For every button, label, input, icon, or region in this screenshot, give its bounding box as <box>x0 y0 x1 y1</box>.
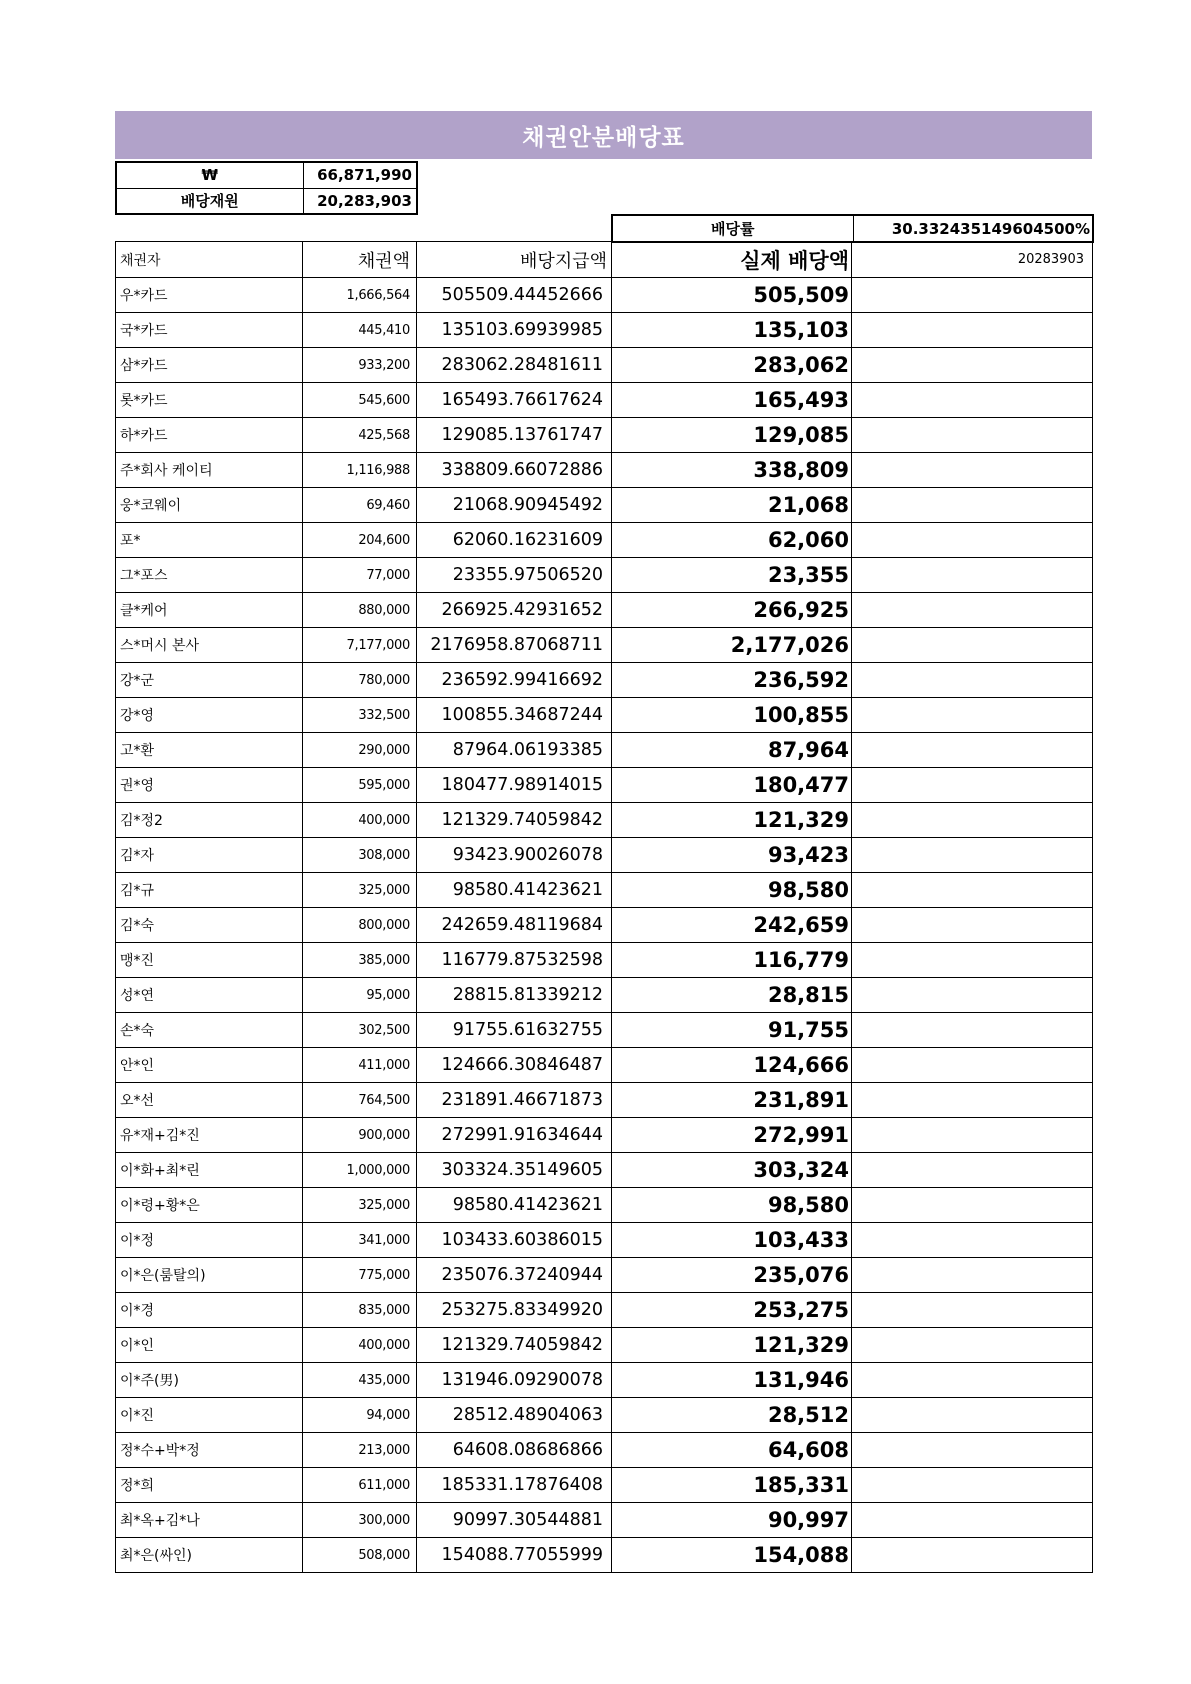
empty-cell <box>852 1048 1093 1083</box>
claim-amount: 325,000 <box>303 873 417 908</box>
empty-cell <box>852 558 1093 593</box>
claim-amount: 780,000 <box>303 663 417 698</box>
empty-cell <box>852 313 1093 348</box>
creditor-name: 그*포스 <box>116 558 303 593</box>
payout-amount: 253275.83349920 <box>417 1293 612 1328</box>
claim-amount: 385,000 <box>303 943 417 978</box>
creditor-name: 주*회사 케이티 <box>116 453 303 488</box>
empty-cell <box>852 1433 1093 1468</box>
empty-cell <box>852 1538 1093 1573</box>
claim-amount: 94,000 <box>303 1398 417 1433</box>
empty-cell <box>852 1258 1093 1293</box>
payout-amount: 129085.13761747 <box>417 418 612 453</box>
summary-table <box>115 161 418 215</box>
creditor-name: 롯*카드 <box>116 383 303 418</box>
actual-amount: 303,324 <box>612 1153 852 1188</box>
creditor-name: 이*진 <box>116 1398 303 1433</box>
empty-cell <box>852 803 1093 838</box>
table-row <box>116 1538 1093 1573</box>
empty-cell <box>852 698 1093 733</box>
empty-cell <box>852 1363 1093 1398</box>
actual-amount: 266,925 <box>612 593 852 628</box>
creditor-name: 이*인 <box>116 1328 303 1363</box>
rate-table <box>611 214 1094 243</box>
actual-amount: 2,177,026 <box>612 628 852 663</box>
table-row <box>116 1153 1093 1188</box>
claim-amount: 595,000 <box>303 768 417 803</box>
payout-amount: 266925.42931652 <box>417 593 612 628</box>
creditor-name: 하*카드 <box>116 418 303 453</box>
actual-amount: 98,580 <box>612 1188 852 1223</box>
payout-amount: 28815.81339212 <box>417 978 612 1013</box>
creditor-name: 맹*진 <box>116 943 303 978</box>
page-title: 채권안분배당표 <box>115 111 1092 159</box>
header-creditor: 채권자 <box>116 242 303 278</box>
empty-cell <box>852 1293 1093 1328</box>
actual-amount: 116,779 <box>612 943 852 978</box>
table-row <box>116 418 1093 453</box>
payout-amount: 23355.97506520 <box>417 558 612 593</box>
empty-cell <box>852 733 1093 768</box>
actual-amount: 129,085 <box>612 418 852 453</box>
table-row <box>116 313 1093 348</box>
table-row <box>116 1468 1093 1503</box>
table-row <box>116 593 1093 628</box>
table-row <box>116 278 1093 313</box>
payout-amount: 185331.17876408 <box>417 1468 612 1503</box>
payout-amount: 121329.74059842 <box>417 1328 612 1363</box>
creditor-name: 유*재+김*진 <box>116 1118 303 1153</box>
payout-amount: 283062.28481611 <box>417 348 612 383</box>
creditor-name: 이*은(룸탈의) <box>116 1258 303 1293</box>
payout-amount: 131946.09290078 <box>417 1363 612 1398</box>
actual-amount: 180,477 <box>612 768 852 803</box>
fund-value: 20,283,903 <box>303 188 417 214</box>
empty-cell <box>852 873 1093 908</box>
actual-amount: 124,666 <box>612 1048 852 1083</box>
claim-amount: 545,600 <box>303 383 417 418</box>
creditor-name: 이*경 <box>116 1293 303 1328</box>
table-row <box>116 1188 1093 1223</box>
currency-label: ₩ <box>116 162 303 188</box>
claim-amount: 1,000,000 <box>303 1153 417 1188</box>
claim-amount: 775,000 <box>303 1258 417 1293</box>
claim-amount: 400,000 <box>303 803 417 838</box>
empty-cell <box>852 663 1093 698</box>
table-row <box>116 1398 1093 1433</box>
table-row <box>116 768 1093 803</box>
actual-amount: 242,659 <box>612 908 852 943</box>
claim-amount: 611,000 <box>303 1468 417 1503</box>
rate-row <box>612 215 1093 242</box>
empty-cell <box>852 978 1093 1013</box>
claim-amount: 933,200 <box>303 348 417 383</box>
claim-amount: 300,000 <box>303 1503 417 1538</box>
empty-cell <box>852 453 1093 488</box>
empty-cell <box>852 1503 1093 1538</box>
summary-row-currency <box>116 162 417 188</box>
claim-amount: 95,000 <box>303 978 417 1013</box>
empty-cell <box>852 1328 1093 1363</box>
fund-label: 배당재원 <box>116 188 303 214</box>
header-payout: 배당지급액 <box>417 242 612 278</box>
table-row <box>116 453 1093 488</box>
payout-amount: 100855.34687244 <box>417 698 612 733</box>
payout-amount: 87964.06193385 <box>417 733 612 768</box>
table-row <box>116 1503 1093 1538</box>
claim-amount: 213,000 <box>303 1433 417 1468</box>
actual-amount: 121,329 <box>612 803 852 838</box>
payout-amount: 64608.08686866 <box>417 1433 612 1468</box>
claim-amount: 435,000 <box>303 1363 417 1398</box>
table-row <box>116 348 1093 383</box>
actual-amount: 231,891 <box>612 1083 852 1118</box>
actual-amount: 100,855 <box>612 698 852 733</box>
actual-amount: 28,512 <box>612 1398 852 1433</box>
table-row <box>116 488 1093 523</box>
currency-value: 66,871,990 <box>303 162 417 188</box>
claim-amount: 835,000 <box>303 1293 417 1328</box>
creditor-name: 이*화+최*린 <box>116 1153 303 1188</box>
actual-amount: 236,592 <box>612 663 852 698</box>
creditor-name: 김*자 <box>116 838 303 873</box>
payout-amount: 303324.35149605 <box>417 1153 612 1188</box>
claim-amount: 308,000 <box>303 838 417 873</box>
actual-amount: 283,062 <box>612 348 852 383</box>
claim-amount: 900,000 <box>303 1118 417 1153</box>
actual-amount: 91,755 <box>612 1013 852 1048</box>
actual-amount: 62,060 <box>612 523 852 558</box>
actual-amount: 121,329 <box>612 1328 852 1363</box>
table-row <box>116 628 1093 663</box>
creditor-name: 스*머시 본사 <box>116 628 303 663</box>
creditor-name: 이*정 <box>116 1223 303 1258</box>
actual-amount: 23,355 <box>612 558 852 593</box>
empty-cell <box>852 593 1093 628</box>
actual-amount: 28,815 <box>612 978 852 1013</box>
creditor-name: 최*옥+김*나 <box>116 1503 303 1538</box>
payout-amount: 180477.98914015 <box>417 768 612 803</box>
payout-amount: 121329.74059842 <box>417 803 612 838</box>
actual-amount: 185,331 <box>612 1468 852 1503</box>
claim-amount: 1,666,564 <box>303 278 417 313</box>
creditor-name: 정*수+박*정 <box>116 1433 303 1468</box>
payout-amount: 154088.77055999 <box>417 1538 612 1573</box>
payout-amount: 21068.90945492 <box>417 488 612 523</box>
payout-amount: 236592.99416692 <box>417 663 612 698</box>
creditor-name: 삼*카드 <box>116 348 303 383</box>
table-row <box>116 1258 1093 1293</box>
table-row <box>116 523 1093 558</box>
creditor-name: 권*영 <box>116 768 303 803</box>
empty-cell <box>852 908 1093 943</box>
payout-amount: 235076.37240944 <box>417 1258 612 1293</box>
empty-cell <box>852 1013 1093 1048</box>
summary-row-fund <box>116 188 417 214</box>
claim-amount: 880,000 <box>303 593 417 628</box>
empty-cell <box>852 488 1093 523</box>
table-row <box>116 978 1093 1013</box>
payout-amount: 91755.61632755 <box>417 1013 612 1048</box>
actual-amount: 135,103 <box>612 313 852 348</box>
claim-amount: 325,000 <box>303 1188 417 1223</box>
empty-cell <box>852 1398 1093 1433</box>
claim-amount: 411,000 <box>303 1048 417 1083</box>
table-row <box>116 1118 1093 1153</box>
creditor-name: 안*인 <box>116 1048 303 1083</box>
actual-amount: 165,493 <box>612 383 852 418</box>
table-row <box>116 558 1093 593</box>
payout-amount: 231891.46671873 <box>417 1083 612 1118</box>
actual-amount: 253,275 <box>612 1293 852 1328</box>
table-row <box>116 1013 1093 1048</box>
creditor-name: 김*정2 <box>116 803 303 838</box>
empty-cell <box>852 1118 1093 1153</box>
actual-amount: 87,964 <box>612 733 852 768</box>
creditor-name: 웅*코웨이 <box>116 488 303 523</box>
creditor-name: 포* <box>116 523 303 558</box>
payout-amount: 165493.76617624 <box>417 383 612 418</box>
header-actual: 실제 배당액 <box>612 242 852 278</box>
actual-amount: 21,068 <box>612 488 852 523</box>
table-row <box>116 1433 1093 1468</box>
table-row <box>116 1363 1093 1398</box>
payout-amount: 98580.41423621 <box>417 1188 612 1223</box>
empty-cell <box>852 1223 1093 1258</box>
table-row <box>116 383 1093 418</box>
claim-amount: 400,000 <box>303 1328 417 1363</box>
rate-value: 30.332435149604500% <box>853 215 1093 242</box>
claim-amount: 341,000 <box>303 1223 417 1258</box>
claim-amount: 290,000 <box>303 733 417 768</box>
payout-amount: 135103.69939985 <box>417 313 612 348</box>
payout-amount: 93423.90026078 <box>417 838 612 873</box>
table-row <box>116 838 1093 873</box>
actual-amount: 505,509 <box>612 278 852 313</box>
claim-amount: 764,500 <box>303 1083 417 1118</box>
creditor-name: 고*환 <box>116 733 303 768</box>
claim-amount: 1,116,988 <box>303 453 417 488</box>
table-row <box>116 943 1093 978</box>
empty-cell <box>852 1468 1093 1503</box>
table-row <box>116 698 1093 733</box>
header-total: 20283903 <box>852 242 1093 278</box>
rate-label: 배당률 <box>612 215 853 242</box>
table-row <box>116 1083 1093 1118</box>
payout-amount: 62060.16231609 <box>417 523 612 558</box>
table-row <box>116 663 1093 698</box>
empty-cell <box>852 1153 1093 1188</box>
payout-amount: 124666.30846487 <box>417 1048 612 1083</box>
header-row <box>116 242 1093 278</box>
payout-amount: 103433.60386015 <box>417 1223 612 1258</box>
creditor-name: 이*주(男) <box>116 1363 303 1398</box>
creditor-name: 손*숙 <box>116 1013 303 1048</box>
actual-amount: 103,433 <box>612 1223 852 1258</box>
empty-cell <box>852 838 1093 873</box>
claim-amount: 69,460 <box>303 488 417 523</box>
claim-amount: 332,500 <box>303 698 417 733</box>
actual-amount: 93,423 <box>612 838 852 873</box>
payout-amount: 90997.30544881 <box>417 1503 612 1538</box>
empty-cell <box>852 348 1093 383</box>
claim-amount: 7,177,000 <box>303 628 417 663</box>
actual-amount: 338,809 <box>612 453 852 488</box>
payout-amount: 505509.44452666 <box>417 278 612 313</box>
payout-amount: 116779.87532598 <box>417 943 612 978</box>
table-row <box>116 733 1093 768</box>
creditor-name: 김*규 <box>116 873 303 908</box>
creditor-name: 강*군 <box>116 663 303 698</box>
claim-amount: 302,500 <box>303 1013 417 1048</box>
table-row <box>116 1048 1093 1083</box>
table-row <box>116 908 1093 943</box>
table-row <box>116 803 1093 838</box>
empty-cell <box>852 383 1093 418</box>
claim-amount: 77,000 <box>303 558 417 593</box>
creditor-name: 강*영 <box>116 698 303 733</box>
creditor-name: 김*숙 <box>116 908 303 943</box>
table-row <box>116 1293 1093 1328</box>
payout-amount: 272991.91634644 <box>417 1118 612 1153</box>
payout-amount: 242659.48119684 <box>417 908 612 943</box>
actual-amount: 131,946 <box>612 1363 852 1398</box>
header-claim: 채권액 <box>303 242 417 278</box>
creditor-name: 국*카드 <box>116 313 303 348</box>
creditor-name: 최*은(싸인) <box>116 1538 303 1573</box>
creditor-name: 성*연 <box>116 978 303 1013</box>
claim-amount: 800,000 <box>303 908 417 943</box>
payout-amount: 98580.41423621 <box>417 873 612 908</box>
creditor-name: 오*선 <box>116 1083 303 1118</box>
empty-cell <box>852 628 1093 663</box>
table-row <box>116 1223 1093 1258</box>
empty-cell <box>852 768 1093 803</box>
empty-cell <box>852 1188 1093 1223</box>
claim-amount: 445,410 <box>303 313 417 348</box>
actual-amount: 235,076 <box>612 1258 852 1293</box>
creditor-name: 우*카드 <box>116 278 303 313</box>
empty-cell <box>852 1083 1093 1118</box>
payout-amount: 28512.48904063 <box>417 1398 612 1433</box>
table-row <box>116 873 1093 908</box>
actual-amount: 90,997 <box>612 1503 852 1538</box>
creditor-name: 이*령+황*은 <box>116 1188 303 1223</box>
actual-amount: 98,580 <box>612 873 852 908</box>
empty-cell <box>852 523 1093 558</box>
empty-cell <box>852 278 1093 313</box>
distribution-table <box>115 241 1093 1573</box>
actual-amount: 64,608 <box>612 1433 852 1468</box>
claim-amount: 508,000 <box>303 1538 417 1573</box>
claim-amount: 204,600 <box>303 523 417 558</box>
creditor-name: 클*케어 <box>116 593 303 628</box>
actual-amount: 154,088 <box>612 1538 852 1573</box>
table-row <box>116 1328 1093 1363</box>
creditor-name: 정*희 <box>116 1468 303 1503</box>
empty-cell <box>852 943 1093 978</box>
empty-cell <box>852 418 1093 453</box>
payout-amount: 2176958.87068711 <box>417 628 612 663</box>
claim-amount: 425,568 <box>303 418 417 453</box>
actual-amount: 272,991 <box>612 1118 852 1153</box>
payout-amount: 338809.66072886 <box>417 453 612 488</box>
